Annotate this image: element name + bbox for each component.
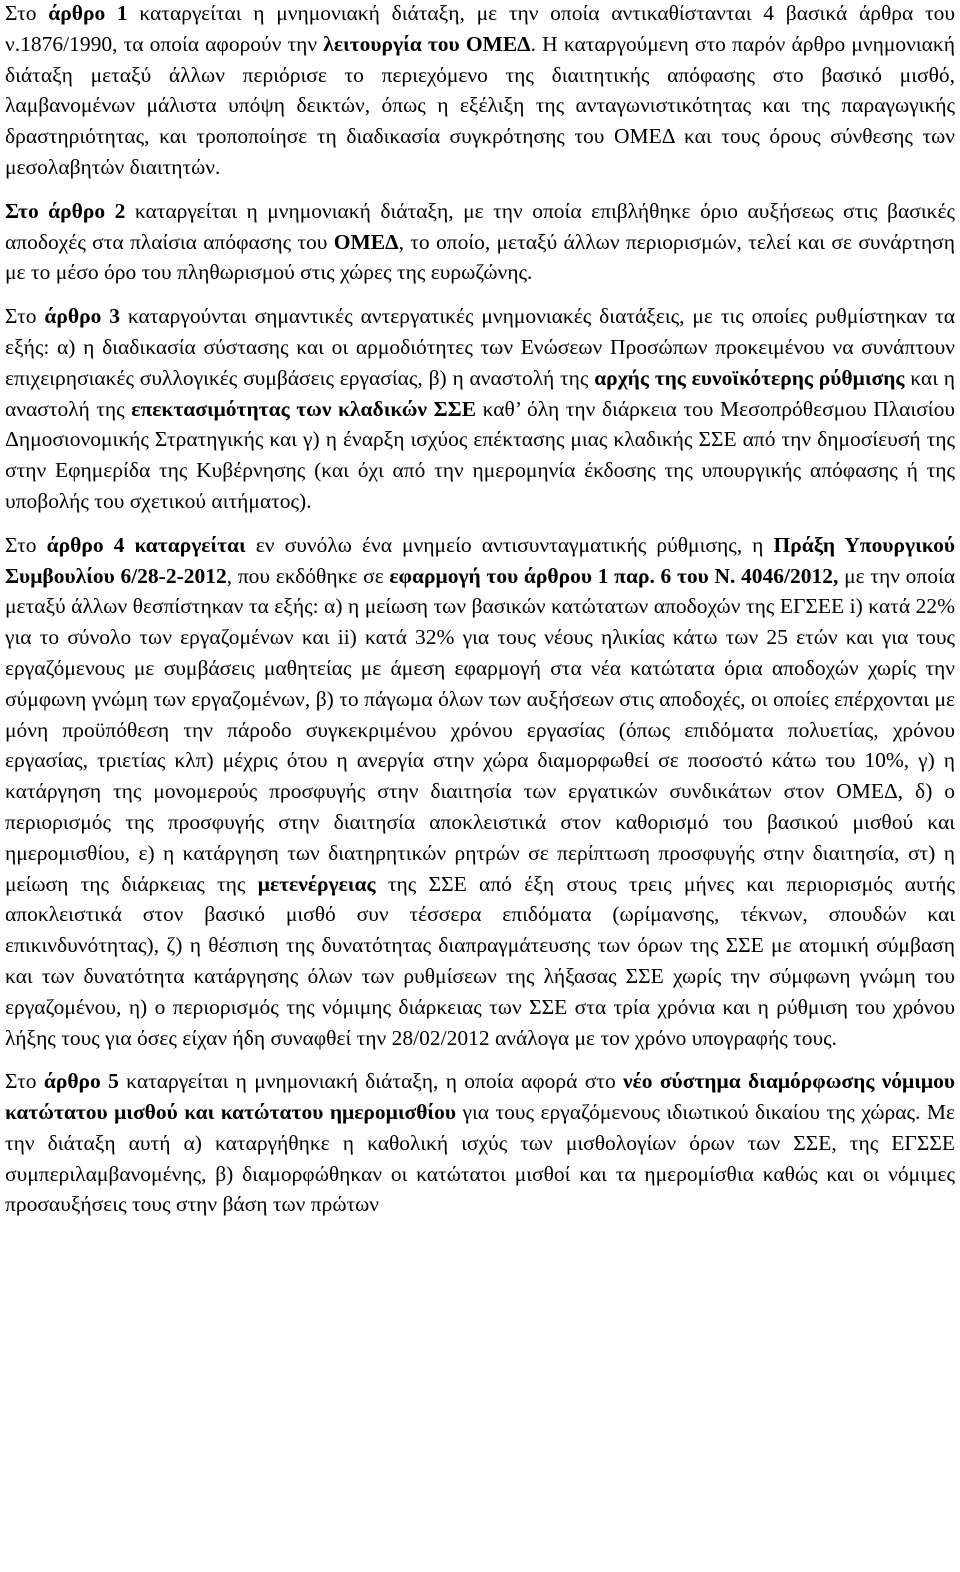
bold-text-run: μετενέργειας	[257, 871, 376, 896]
text-run: Στο	[5, 1069, 44, 1094]
text-run: καταργείται η μνημονιακή διάταξη, η οποία αφορά στο	[118, 1069, 623, 1094]
text-run: καταργούνται σημαντικές αντεργατικές μνημονιακές διατάξεις, με τις οποίες ρυθμίστηκαν τα εξής: α) η διαδικασία σύστασης και οι αρμοδιότητες των Ενώσεων Προσώπων προκειμένου να συνάπτουν επιχειρησιακές συλλογικές συμβάσεις εργασίας, β) η αναστολή της	[5, 304, 956, 390]
bold-text-run: επεκτασιμότητας των κλαδικών ΣΣΕ	[131, 396, 477, 421]
paragraph-article-3	[5, 301, 955, 517]
bold-text-run: ΟΜΕΔ	[333, 229, 399, 254]
text-run: με την οποία μεταξύ άλλων θεσπίστηκαν τα εξής: α) η μείωση των βασικών κατώτατων αποδοχών της ΕΓΣΕΕ i) κατά 22% για το σύνολο των εργαζομένων και ii) κατά 32% για τους νέους ηλικίας κάτω των 25 ετών και για τους εργαζόμενους με συμβάσεις μαθητείας με άμεση εφαρμογή στα νέα κατώτατα όρια αποδοχών χωρίς την σύμφωνη γνώμη των εργαζομένων, β) το πάγωμα όλων των αυξήσεων στις αποδοχές, οι οποίες επέρχονται με μόνη προϋπόθεση την πάροδο συγκεκριμένου χρόνου εργασίας (όπως επιδόματα πολυετίας, χρόνου εργασίας, τριετίας κλπ) μέχρις ότου η ανεργία στην χώρα διαμορφωθεί σε ποσοστό κάτω του 10%, γ) η κατάργηση της μονομερούς προσφυγής στην διαιτησία των εργατικών συνδικάτων στον ΟΜΕΔ, δ) ο περιορισμός της προσφυγής στην διαιτησία αποκλειστικά στον καθορισμό του βασικού μισθού και ημερομισθίου, ε) η κατάργηση των διατηρητικών ρητρών σε περίπτωση προσφυγής στην διαιτησία, στ) η μείωση της διάρκειας της	[5, 563, 955, 896]
text-run: για τους εργαζόμενους ιδιωτικού δικαίου της χώρας. Με την διάταξη αυτή α) καταργήθηκε η καθολική ισχύς των μισθολογίων όρων των ΣΣΕ, της ΕΓΣΣΕ συμπεριλαμβανομένης, β) διαμορφώθηκαν οι κατώτατοι μισθοί και τα ημερομίσθια καθώς και οι νόμιμες προσαυξήσεις τους στην βάση των πρώτων	[5, 1100, 955, 1217]
text-run: . Η καταργούμενη στο παρόν άρθρο μνημονιακή διάταξη μεταξύ άλλων περιόρισε το περιεχόμενο της διαιτητικής απόφασης στο βασικό μισθό, λαμβανομένων μάλιστα υπόψη δεικτών, όπως η εξέλιξη της ανταγωνιστικότητας και της παραγωγικής δραστηριότητας, και τροποποίησε τη διαδικασία συγκρότησης του ΟΜΕΔ και τους όρους σύνθεσης των μεσολαβητών διαιτητών.	[5, 31, 955, 179]
text-run: εν συνόλω ένα μνημείο αντισυνταγματικής ρύθμισης, η	[245, 532, 774, 557]
text-run: Στο	[5, 532, 47, 557]
bold-text-run: άρθρο 3	[44, 304, 120, 329]
text-run: καταργείται η μνημονιακή διάταξη, με την οποία επιβλήθηκε όριο αυξήσεως στις βασικές αποδοχές στα πλαίσια απόφασης του	[5, 198, 955, 254]
paragraph-article-5	[5, 1066, 955, 1220]
bold-text-run: αρχής της ευνοϊκότερης ρύθμισης	[594, 365, 905, 390]
text-run: , που εκδόθηκε σε	[226, 563, 390, 588]
text-run: καταργείται η μνημονιακή διάταξη, με την οποία αντικαθίστανται 4 βασικά άρθρα του ν.1876/1990, τα οποία αφορούν την	[5, 1, 955, 56]
text-run: Στο	[5, 304, 45, 329]
bold-text-run: άρθρο 4 καταργείται	[46, 532, 246, 557]
bold-text-run: άρθρο 1	[48, 1, 128, 25]
paragraph-article-4	[5, 530, 955, 1054]
text-run: , το οποίο, μεταξύ άλλων περιορισμών, τελεί και σε συνάρτηση με το μέσο όρο του πληθωρισμού στις χώρες της ευρωζώνης.	[5, 229, 955, 285]
text-run: της ΣΣΕ από έξη στους τρεις μήνες και περιορισμός αυτής αποκλειστικά στον βασικό μισθό συν τέσσερα επιδόματα (ωρίμανσης, τέκνων, σπουδών και επικινδυνότητας), ζ) η θέσπιση της δυνατότητας διαπραγμάτευσης των όρων της ΣΣΕ με ατομική σύμβαση και των δυνατότητα κατάργησης όλων των ρυθμίσεων της λήξασας ΣΣΕ χωρίς την σύμφωνη γνώμη του εργαζομένου, η) ο περιορισμός της νόμιμης διάρκειας των ΣΣΕ στα τρία χρόνια και η ρύθμιση του χρόνου λήξης τους για όσες είχαν ήδη συναφθεί την 28/02/2012 ανάλογα με τον χρόνο υπογραφής τους.	[5, 871, 955, 1050]
bold-text-run: Στο άρθρο 2	[5, 198, 126, 223]
paragraph-article-2	[5, 196, 955, 288]
text-run: καθ’ όλη την διάρκεια του Μεσοπρόθεσμου Πλαισίου Δημοσιονομικής Στρατηγικής και γ) η έναρξη ισχύος επέκτασης μιας κλαδικής ΣΣΕ από την δημοσίευσή της στην Εφημερίδα της Κυβέρνησης (και όχι από την ημερομηνία έκδοσης της υπουργικής απόφασης ή της υποβολής του σχετικού αιτήματος).	[5, 396, 955, 513]
text-run: Στο	[5, 1, 49, 25]
paragraph-article-1	[5, 0, 955, 183]
bold-text-run: λειτουργία του ΟΜΕΔ	[323, 31, 531, 56]
bold-text-run: εφαρμογή του άρθρου 1 παρ. 6 του Ν. 4046/2012,	[389, 563, 839, 588]
text-run: και η αναστολή της	[5, 365, 956, 421]
bold-text-run: Πράξη Υπουργικού Συμβουλίου 6/28-2-2012	[5, 532, 955, 588]
bold-text-run: νέο σύστημα διαμόρφωσης νόμιμου κατώτατου μισθού και κατώτατου ημερομισθίου	[5, 1069, 955, 1125]
bold-text-run: άρθρο 5	[43, 1069, 119, 1094]
